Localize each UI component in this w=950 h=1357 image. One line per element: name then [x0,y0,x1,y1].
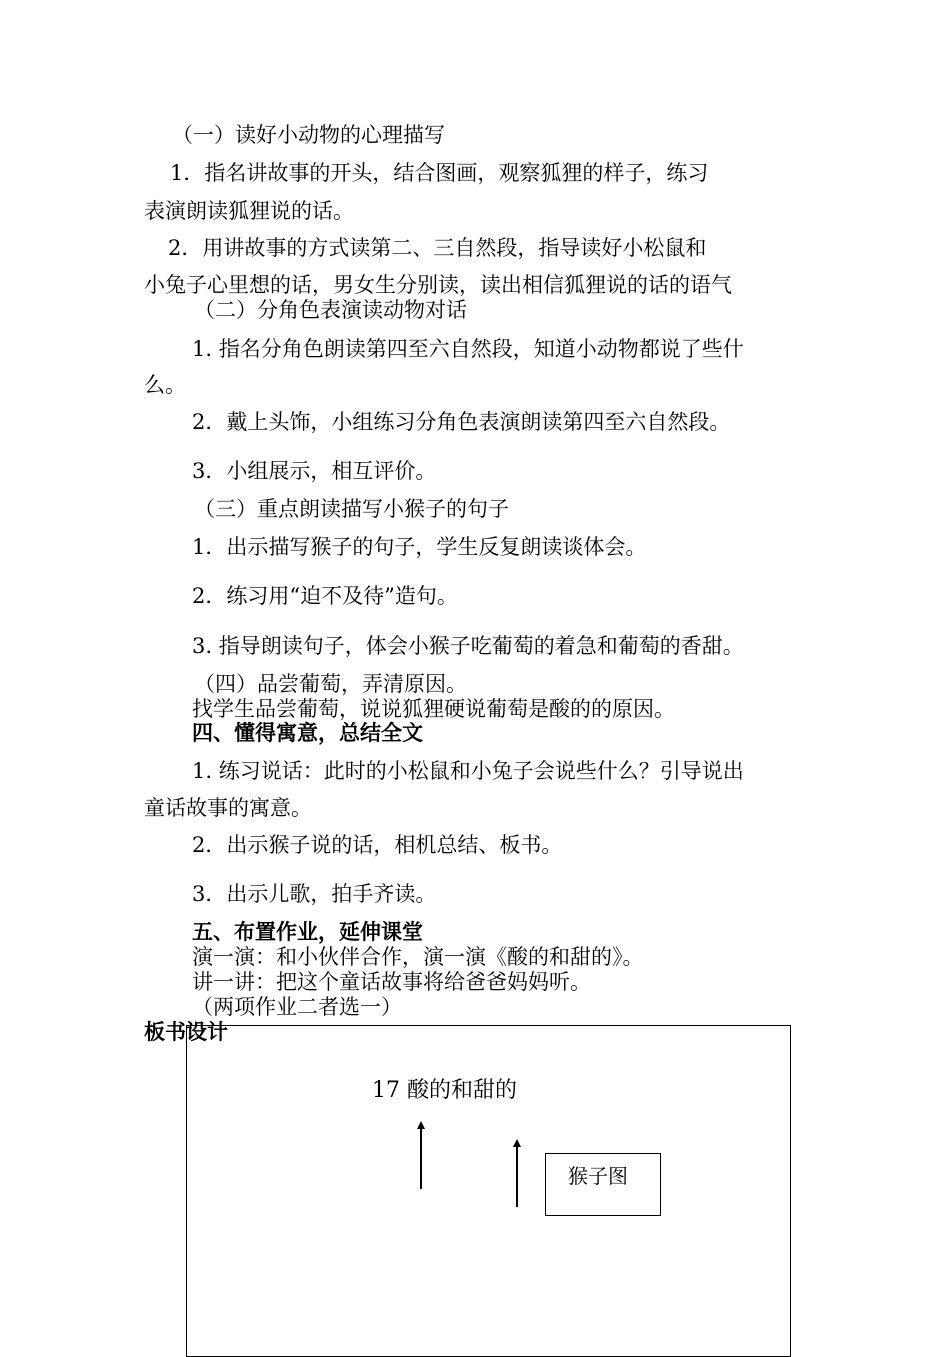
sub1-p1-line2: 表演朗读狐狸说的话。 [144,199,354,223]
sub1-p2-line1: 2．用讲故事的方式读第二、三自然段，指导读好小松鼠和 [168,236,707,260]
section5-p3: （两项作业二者选一） [192,995,402,1019]
section5-p2: 讲一讲：把这个童话故事将给爸爸妈妈听。 [192,970,591,994]
section4-p1-line2: 童话故事的寓意。 [144,796,312,820]
sub1-heading: （一）读好小动物的心理描写 [172,123,445,147]
section5-p1: 演一演：和小伙伴合作，演一演《酸的和甜的》。 [192,945,644,969]
sub2-p3: 3．小组展示，相互评价。 [192,459,437,483]
sub3-p1: 1．出示描写猴子的句子，学生反复朗读谈体会。 [192,535,647,559]
section5-heading: 五、布置作业，延伸课堂 [192,920,423,944]
sub4-p1: 找学生品尝葡萄，说说狐狸硬说葡萄是酸的的原因。 [192,697,675,721]
board-design-label: 板书设计 [144,1020,228,1044]
sub2-p1-line1: 1. 指名分角色朗读第四至六自然段，知道小动物都说了些什 [192,337,744,361]
sub3-heading: （三）重点朗读描写小猴子的句子 [194,497,509,521]
board-design-box [186,1025,791,1357]
sub3-p3: 3. 指导朗读句子，体会小猴子吃葡萄的着急和葡萄的香甜。 [192,634,744,658]
sub2-heading: （二）分角色表演读动物对话 [194,298,467,322]
up-arrow-right [516,1146,518,1207]
sub2-p1-line2: 么。 [144,373,186,397]
sub3-p2: 2．练习用“迫不及待”造句。 [192,584,458,608]
board-title: 17 酸的和甜的 [372,1078,517,1103]
sub1-p2-line2: 小兔子心里想的话，男女生分别读，读出相信狐狸说的话的语气 [144,273,732,297]
monkey-picture-label: 猴子图 [568,1164,628,1188]
section4-p1-line1: 1. 练习说话：此时的小松鼠和小兔子会说些什么？引导说出 [192,759,744,783]
section4-p2: 2．出示猴子说的话，相机总结、板书。 [192,833,563,857]
monkey-picture-box [545,1153,661,1216]
section4-heading: 四、懂得寓意，总结全文 [192,721,423,745]
sub1-p1-line1: 1．指名讲故事的开头，结合图画，观察狐狸的样子，练习 [170,161,709,185]
section4-p3: 3．出示儿歌，拍手齐读。 [192,882,437,906]
sub4-heading: （四）品尝葡萄，弄清原因。 [194,672,467,696]
sub2-p2: 2．戴上头饰，小组练习分角色表演朗读第四至六自然段。 [192,410,731,434]
up-arrow-left [420,1128,422,1189]
